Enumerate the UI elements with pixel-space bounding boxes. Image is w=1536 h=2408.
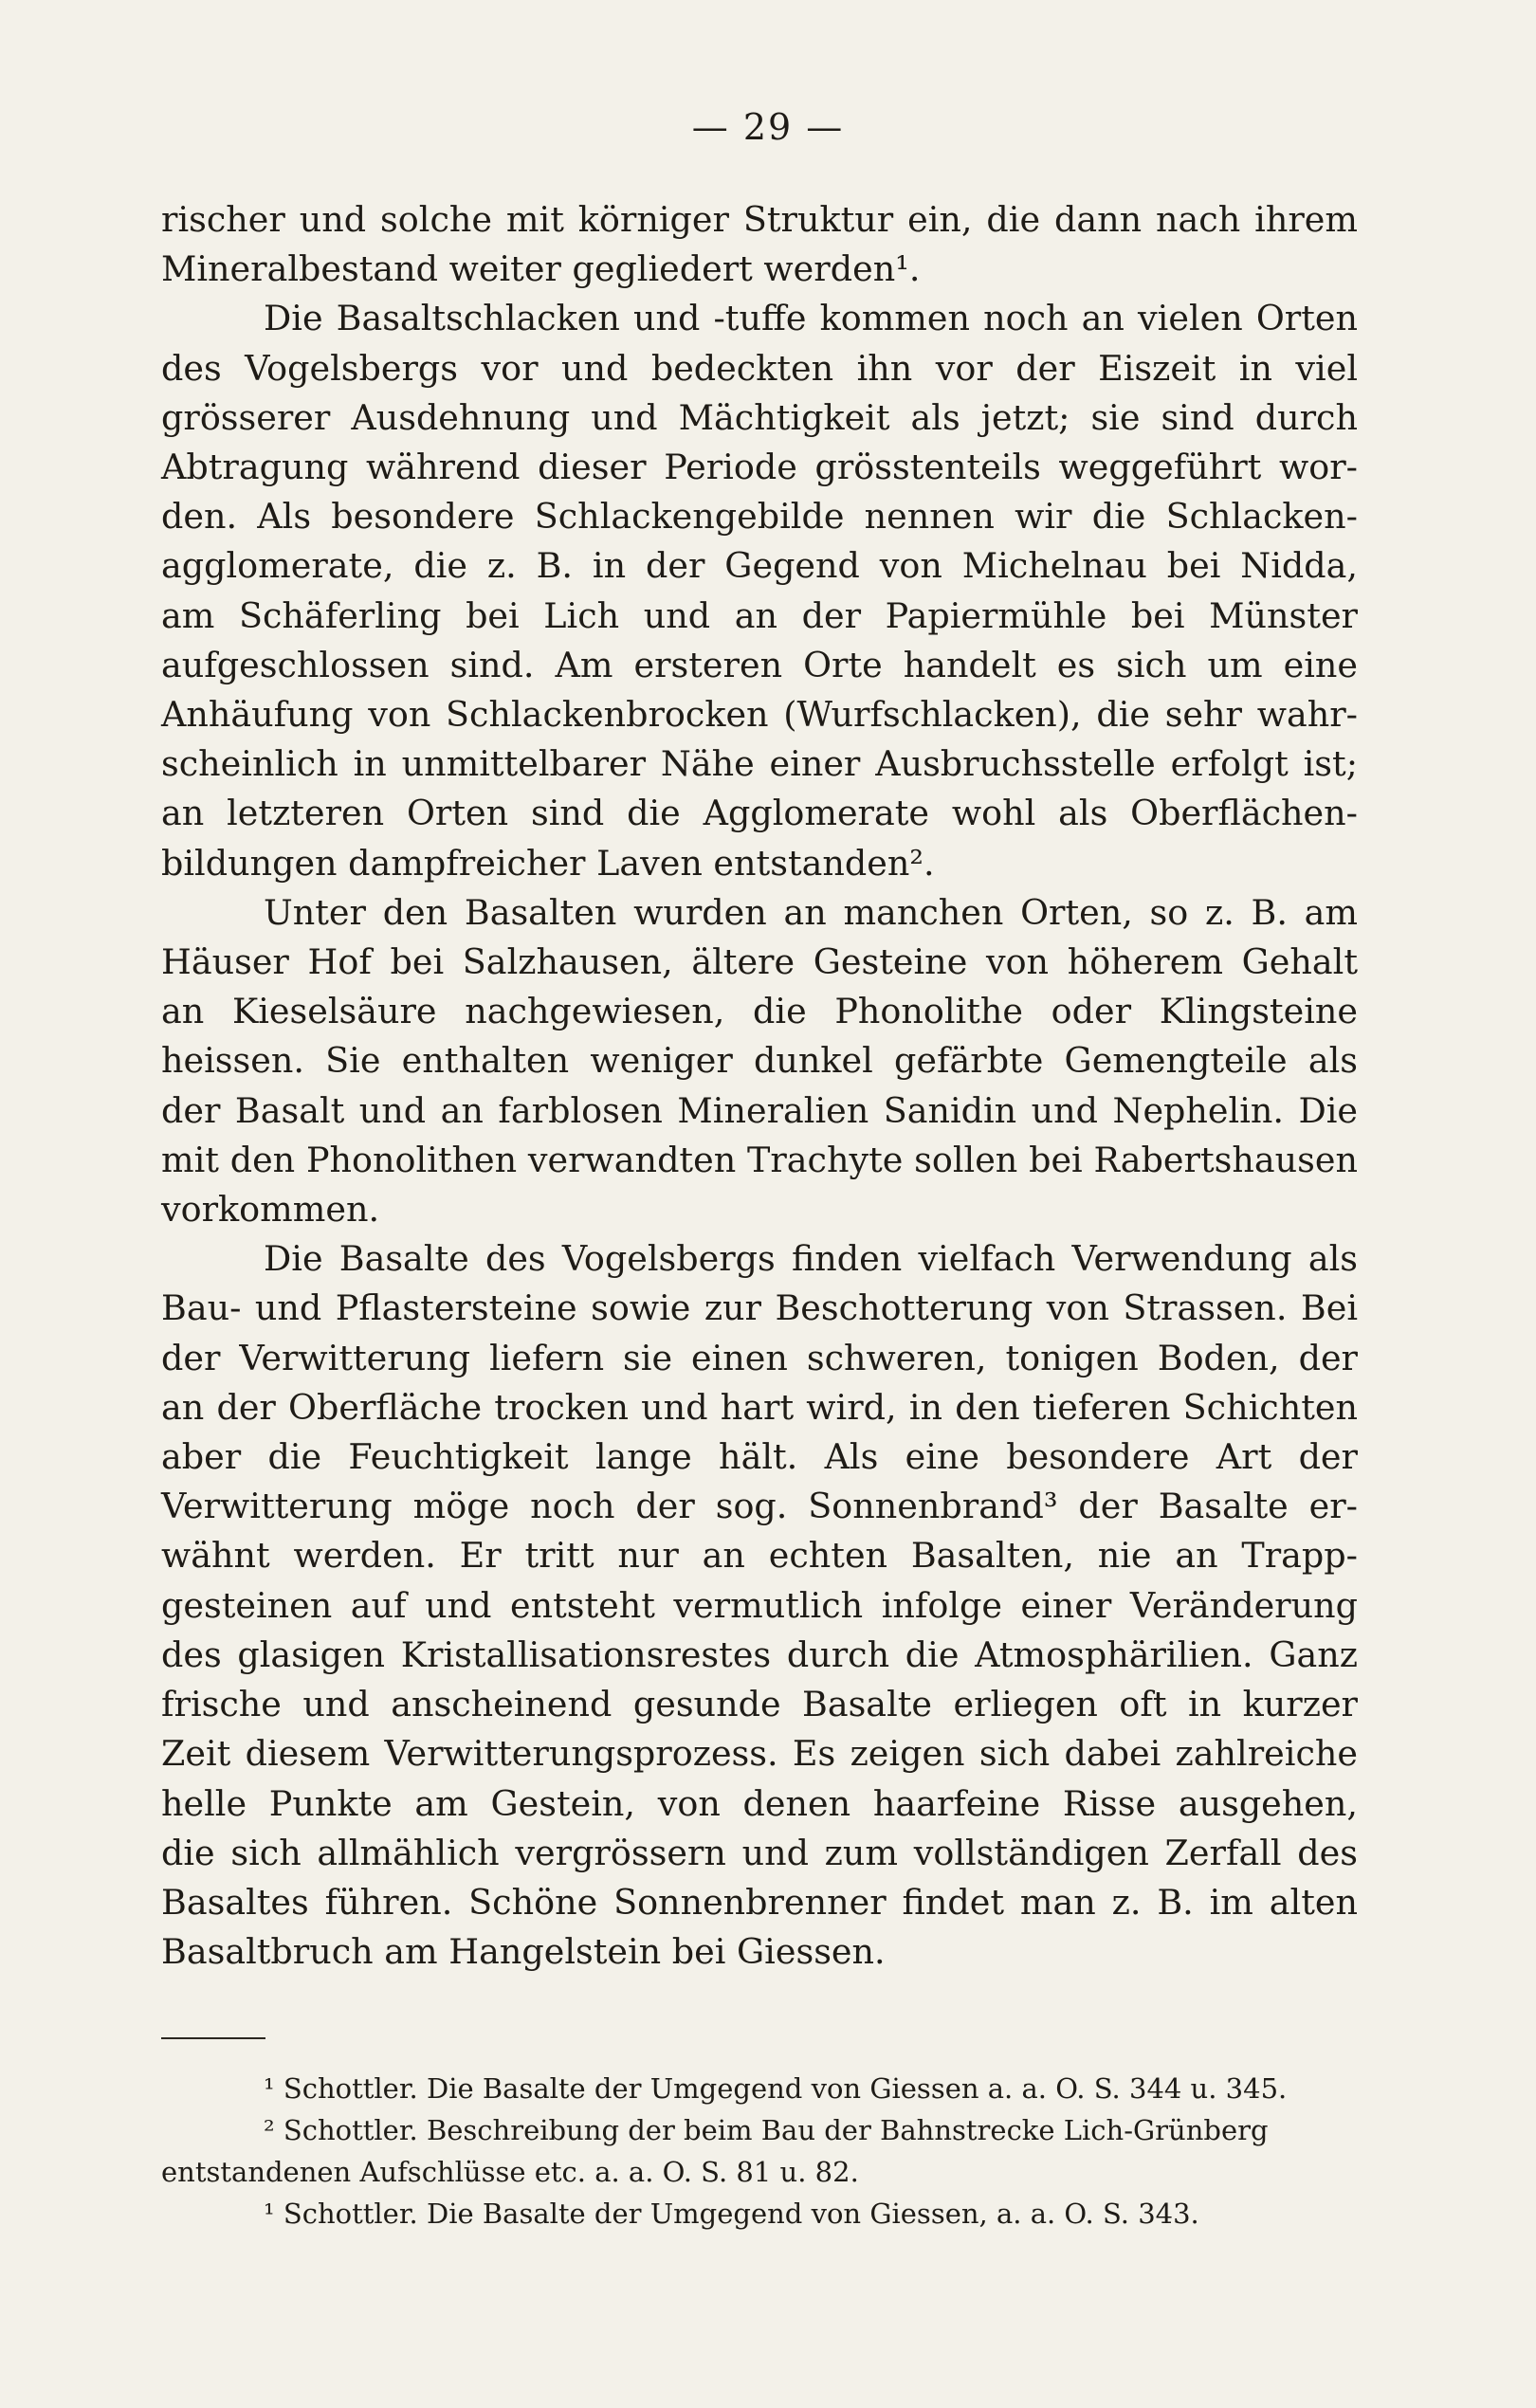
text-line: rischer und solche mit körniger Struktur ein, die dann nach ihrem [161, 199, 1358, 240]
body-text [161, 195, 1358, 1977]
text-line: Häuser Hof bei Salzhausen, ältere Gesteine von höherem Gehalt [161, 941, 1358, 983]
text-line: agglomerate, die z. B. in der Gegend von Michelnau bei Nidda, [161, 545, 1358, 587]
text-line: Basaltes führen. Schöne Sonnenbrenner findet man z. B. im alten [161, 1881, 1358, 1923]
text-line: gesteinen auf und entsteht vermutlich infolge einer Veränderung [161, 1584, 1358, 1626]
text-line: am Schäferling bei Lich und an der Papiermühle bei Münster [161, 594, 1358, 636]
text-line: grösserer Ausdehnung und Mächtigkeit als jetzt; sie sind durch [161, 396, 1358, 438]
footnote-line: ¹ Schottler. Die Basalte der Umgegend von Giessen a. a. O. S. 344 u. 345. [264, 2072, 1288, 2105]
text-line: scheinlich in unmittelbarer Nähe einer Ausbruchsstelle erfolgt ist; [161, 743, 1358, 785]
text-line: Zeit diesem Verwitterungsprozess. Es zeigen sich dabei zahlreiche [161, 1733, 1358, 1775]
text-line: bildungen dampfreicher Laven entstanden². [161, 842, 935, 884]
text-line: Verwitterung möge noch der sog. Sonnenbrand³ der Basalte er- [161, 1486, 1358, 1527]
text-line: der Verwitterung liefern sie einen schweren, tonigen Boden, der [161, 1337, 1358, 1378]
text-line: Unter den Basalten wurden an manchen Orten, so z. B. am [264, 891, 1358, 933]
text-line: Die Basalte des Vogelsbergs finden vielfach Verwendung als [264, 1238, 1358, 1280]
text-line: Die Basaltschlacken und -tuffe kommen noch an vielen Orten [264, 298, 1358, 339]
text-line: des glasigen Kristallisationsrestes durch die Atmosphärilien. Ganz [161, 1633, 1358, 1675]
footnote-line: ² Schottler. Beschreibung der beim Bau der Bahnstrecke Lich-Grünberg [264, 2114, 1269, 2146]
text-line: aber die Feuchtigkeit lange hält. Als eine besondere Art der [161, 1436, 1358, 1478]
page-number: — 29 — [691, 106, 845, 148]
text-line: aufgeschlossen sind. Am ersteren Orte handelt es sich um eine [161, 644, 1358, 685]
text-line: helle Punkte am Gestein, von denen haarfeine Risse ausgehen, [161, 1782, 1358, 1824]
text-line: Abtragung während dieser Periode grösstenteils weggeführt wor- [161, 447, 1358, 488]
footnote-line: entstandenen Aufschlüsse etc. a. a. O. S. 81 u. 82. [161, 2156, 859, 2188]
footnote-separator [161, 2037, 265, 2039]
text-line: des Vogelsbergs vor und bedeckten ihn vor der Eiszeit in viel [161, 347, 1358, 389]
text-line: frische und anscheinend gesunde Basalte erliegen oft in kurzer [161, 1684, 1358, 1725]
text-line: der Basalt und an farblosen Mineralien Sanidin und Nephelin. Die [161, 1089, 1358, 1131]
footnote-line: ¹ Schottler. Die Basalte der Umgegend von Giessen, a. a. O. S. 343. [264, 2198, 1199, 2230]
text-line: Bau- und Pflastersteine sowie zur Beschotterung von Strassen. Bei [161, 1287, 1358, 1329]
text-line: den. Als besondere Schlackengebilde nennen wir die Schlacken- [161, 496, 1358, 538]
text-line: an Kieselsäure nachgewiesen, die Phonolithe oder Klingsteine [161, 991, 1358, 1032]
text-line: heissen. Sie enthalten weniger dunkel gefärbte Gemengteile als [161, 1040, 1358, 1082]
text-line: mit den Phonolithen verwandten Trachyte sollen bei Rabertshausen [161, 1139, 1358, 1180]
text-line: Basaltbruch am Hangelstein bei Giessen. [161, 1931, 886, 1973]
text-line: an der Oberfläche trocken und hart wird, in den tieferen Schichten [161, 1386, 1358, 1428]
footnotes [161, 2068, 1358, 2235]
text-line: wähnt werden. Er tritt nur an echten Basalten, nie an Trapp- [161, 1535, 1358, 1577]
text-line: an letzteren Orten sind die Agglomerate wohl als Oberflächen- [161, 793, 1358, 834]
text-line: Anhäufung von Schlackenbrocken (Wurfschlacken), die sehr wahr- [161, 694, 1358, 736]
text-line: Mineralbestand weiter gegliedert werden¹. [161, 248, 921, 290]
text-line: vorkommen. [161, 1189, 380, 1231]
text-line: die sich allmählich vergrössern und zum vollständigen Zerfall des [161, 1832, 1358, 1873]
